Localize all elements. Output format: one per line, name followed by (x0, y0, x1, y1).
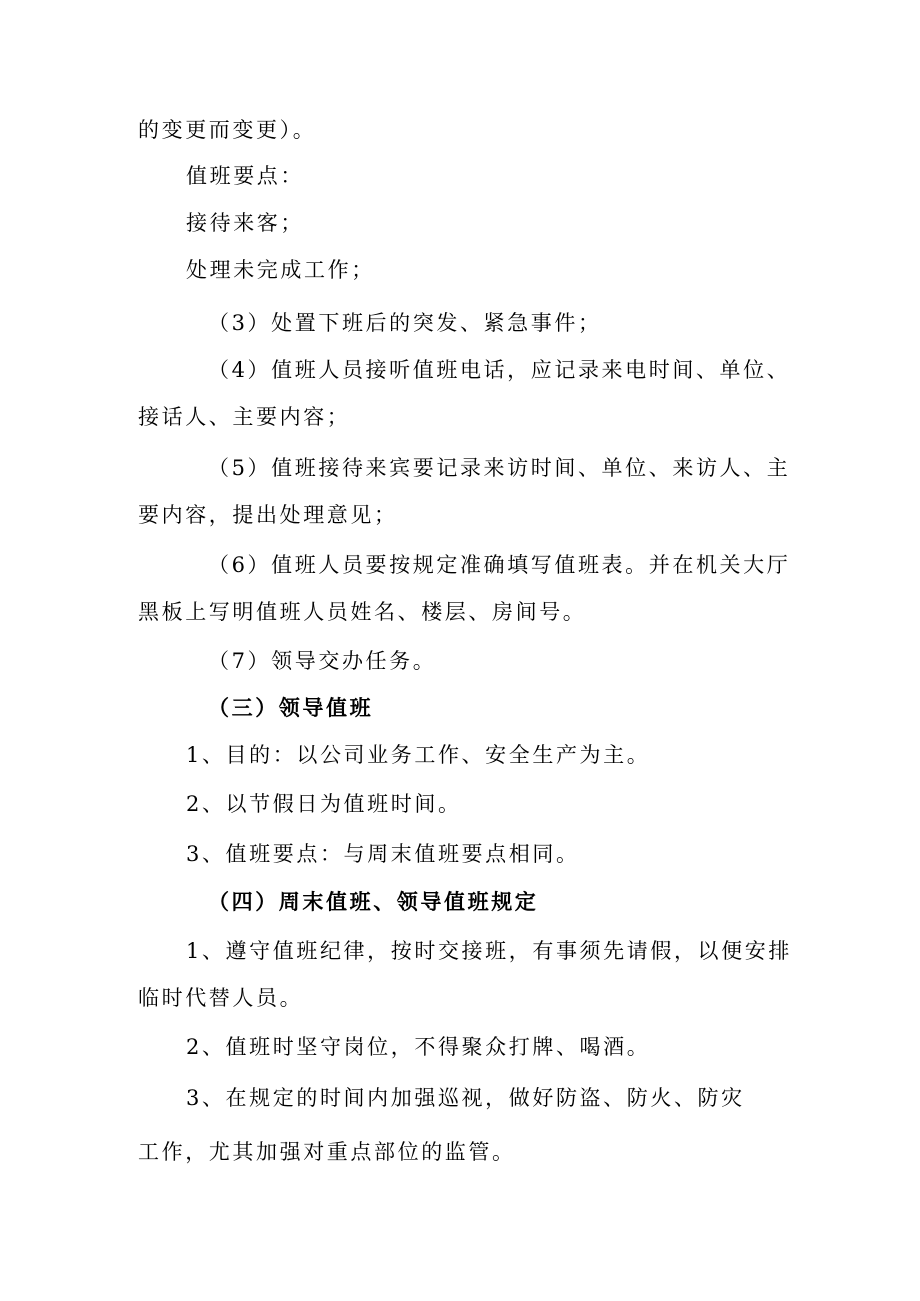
leader-duty-item-1: 1、目的：以公司业务工作、安全生产为主。 (186, 743, 651, 767)
regulation-item-3-continuation: 工作，尤其加强对重点部位的监管。 (138, 1140, 516, 1164)
leader-duty-item-3: 3、值班要点：与周末值班要点相同。 (186, 842, 580, 866)
paragraph-continuation: 的变更而变更）。 (138, 118, 317, 142)
list-item-3: （3）处置下班后的突发、紧急事件； (208, 311, 602, 335)
list-item-6-continuation: 黑板上写明值班人员姓名、楼层、房间号。 (138, 600, 587, 624)
list-item-5-continuation: 要内容，提出处理意见； (138, 503, 398, 527)
list-item-receive-visitors: 接待来客； (186, 211, 304, 235)
duty-points-heading: 值班要点： (186, 164, 304, 188)
list-item-6: （6）值班人员要按规定准确填写值班表。并在机关大厅 (208, 553, 791, 577)
regulation-item-3: 3、在规定的时间内加强巡视，做好防盗、防火、防灾 (186, 1086, 745, 1110)
list-item-5: （5）值班接待来宾要记录来访时间、单位、来访人、主 (208, 456, 791, 480)
section-heading-regulations: （四）周末值班、领导值班规定 (208, 889, 539, 914)
list-item-4: （4）值班人员接听值班电话，应记录来电时间、单位、 (208, 358, 791, 382)
leader-duty-item-2: 2、以节假日为值班时间。 (186, 792, 462, 816)
list-item-unfinished-work: 处理未完成工作； (186, 258, 375, 282)
section-heading-leader-duty: （三）领导值班 (208, 695, 374, 720)
regulation-item-1-continuation: 临时代替人员。 (138, 986, 304, 1010)
list-item-7: （7）领导交办任务。 (208, 649, 437, 673)
regulation-item-2: 2、值班时坚守岗位，不得聚众打牌、喝酒。 (186, 1035, 651, 1059)
list-item-4-continuation: 接话人、主要内容； (138, 405, 351, 429)
regulation-item-1: 1、遵守值班纪律，按时交接班，有事须先请假，以便安排 (186, 939, 792, 963)
